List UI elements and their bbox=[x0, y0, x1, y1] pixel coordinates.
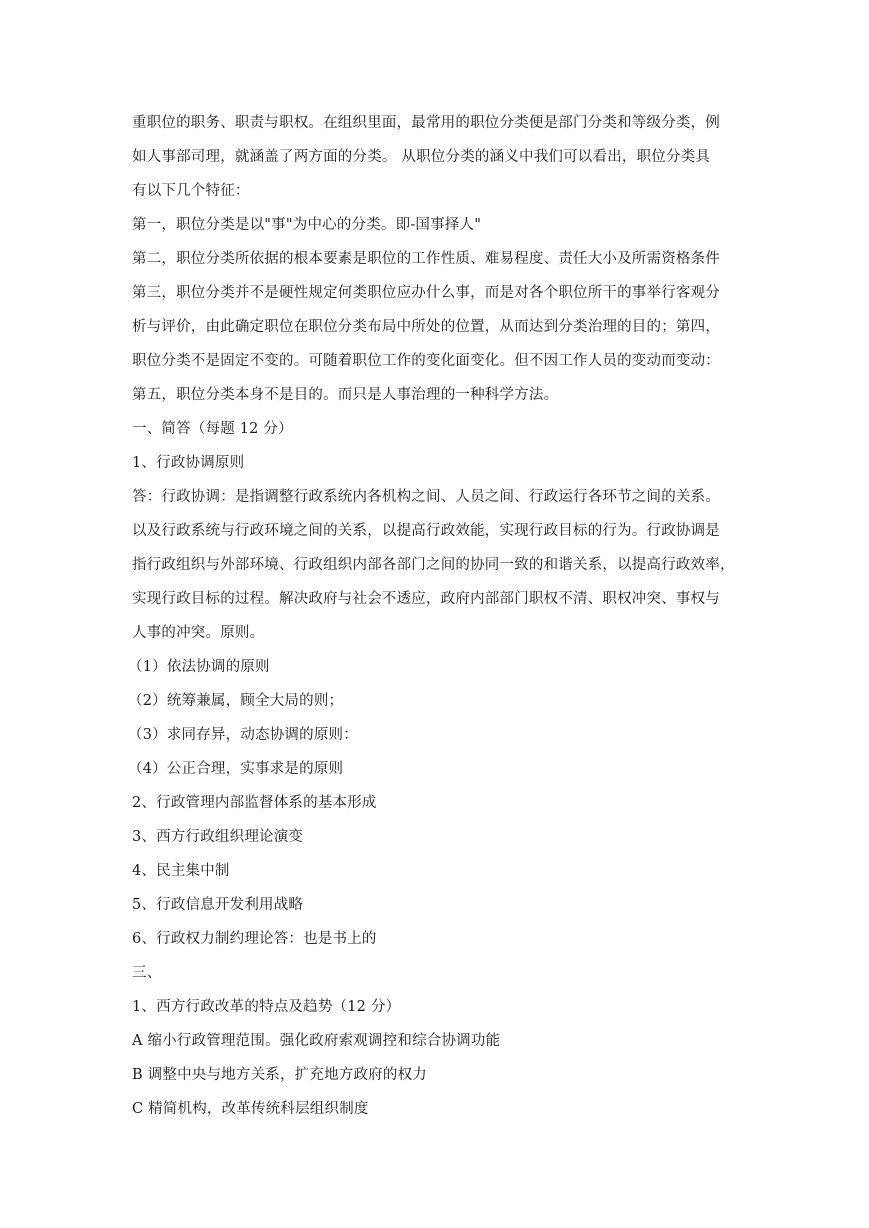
text-line: 人事的冲突。原则。 bbox=[132, 625, 265, 641]
text-line: 析与评价，由此确定职位在职位分类布局中所处的位置，从而达到分类治理的目的；第四， bbox=[132, 319, 720, 335]
list-item: A 缩小行政管理范围。强化政府索观调控和综合协调功能 bbox=[132, 1033, 501, 1049]
question-title: 6、行政权力制约理论答：也是书上的 bbox=[132, 931, 377, 947]
list-item: （1）依法协调的原则 bbox=[128, 659, 270, 675]
question-title: 4、民主集中制 bbox=[132, 863, 230, 879]
text-line: 第二，职位分类所依据的根本要素是职位的工作性质、难易程度、责任大小及所需资格条件 bbox=[132, 251, 720, 267]
question-title: 1、西方行政改革的特点及趋势（12 分） bbox=[132, 999, 401, 1015]
text-line: 以及行政系统与行政环境之间的关系，以提高行政效能，实现行政目标的行为。行政协调是 bbox=[132, 523, 720, 539]
list-item: B 调整中央与地方关系，扩充地方政府的权力 bbox=[132, 1067, 427, 1083]
document-body bbox=[128, 106, 740, 1126]
text-line: 重职位的职务、职责与职权。在组织里面，最常用的职位分类便是部门分类和等级分类，例 bbox=[132, 115, 720, 131]
section-heading: 一、简答（每题 12 分） bbox=[132, 421, 293, 437]
text-line: 有以下几个特征： bbox=[132, 183, 250, 199]
question-title: 3、西方行政组织理论演变 bbox=[132, 829, 304, 845]
text-line: 实现行政目标的过程。解决政府与社会不透应，政府内部部门职权不清、职权冲突、事权与 bbox=[132, 591, 720, 607]
text-line: 第五，职位分类本身不是目的。而只是人事治理的一种科学方法。 bbox=[132, 387, 559, 403]
text-line: 如人事部司理，就涵盖了两方面的分类。 从职位分类的涵义中我们可以看出，职位分类具 bbox=[132, 149, 711, 165]
list-item: （2）统筹兼属，顾全大局的则； bbox=[128, 693, 344, 709]
list-item: （4）公正合理，实事求是的原则 bbox=[128, 761, 344, 777]
text-line: 指行政组织与外部环境、行政组织内部各部门之间的协同一致的和谐关系，以提高行政效率， bbox=[132, 557, 735, 573]
question-title: 2、行政管理内部监督体系的基本形成 bbox=[132, 795, 377, 811]
question-title: 5、行政信息开发利用战略 bbox=[132, 897, 304, 913]
list-item: （3）求同存异，动态协调的原则： bbox=[128, 727, 358, 743]
text-line: 第三，职位分类并不是硬性规定何类职位应办什么事，而是对各个职位所干的事举行客观分 bbox=[132, 285, 720, 301]
text-line: 答：行政协调：是指调整行政系统内各机构之间、人员之间、行政运行各环节之间的关系。 bbox=[132, 489, 720, 505]
question-title: 1、行政协调原则 bbox=[132, 455, 245, 471]
text-line: 职位分类不是固定不变的。可随着职位工作的变化面变化。但不因工作人员的变动而变动： bbox=[132, 353, 720, 369]
text-line: 第一，职位分类是以"事"为中心的分类。即-国事择人" bbox=[132, 217, 482, 233]
section-heading: 三、 bbox=[132, 965, 162, 981]
list-item: C 精简机构，改革传统科层组织制度 bbox=[132, 1101, 369, 1117]
